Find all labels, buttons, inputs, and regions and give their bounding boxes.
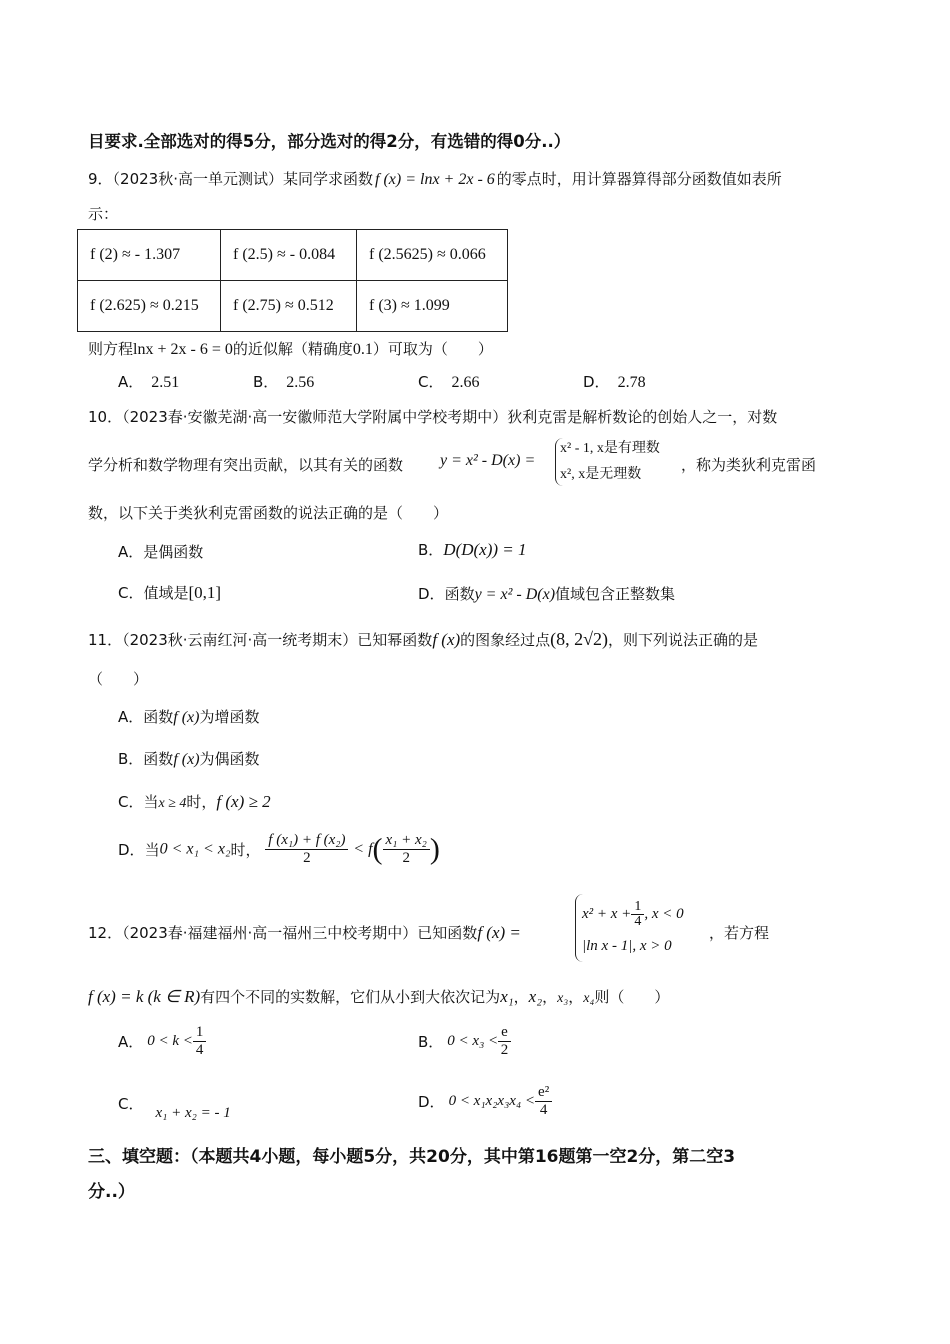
option-label: D． <box>583 373 610 391</box>
q9-line1 <box>88 168 782 189</box>
q10-line2a: 学分析和数学物理有突出贡献，以其有关的函数 <box>88 456 404 474</box>
fraction-denominator: 2 <box>402 850 410 866</box>
q9-stem-a: 则方程 <box>88 340 134 358</box>
fraction-numerator: f (x₁) + f (x₂) <box>265 832 348 850</box>
q9-value-table <box>77 229 508 332</box>
table-cell: f (2.5) ≈ - 0.084 <box>221 230 357 281</box>
option-math: [0,1] <box>188 583 222 602</box>
option-label: D． <box>418 585 445 603</box>
q12-option-b[interactable] <box>418 1024 511 1059</box>
q9-option-b[interactable] <box>253 371 314 392</box>
option-math: f (x) ≥ 2 <box>216 792 271 811</box>
q11-d-fraction <box>265 832 348 867</box>
separator: ， <box>513 988 529 1006</box>
option-value: 2.51 <box>151 374 180 391</box>
fraction-numerator: e² <box>535 1084 552 1102</box>
q11-option-d[interactable] <box>118 832 440 867</box>
q12-function: f (x) = <box>477 923 521 942</box>
option-math: x₁ + x₂ = - 1 <box>155 1105 231 1121</box>
q9-function: f (x) = lnx + 2x - 6 <box>375 171 495 188</box>
option-text: 值域是 <box>143 584 189 602</box>
q9-option-d[interactable] <box>583 371 646 392</box>
option-label: A． <box>118 373 144 391</box>
case-text: x² + x + <box>582 906 632 922</box>
option-math: 0 < x₃ < <box>447 1033 499 1049</box>
option-math: f (x) <box>173 751 200 768</box>
q12-x3: x₃ <box>557 991 569 1006</box>
fraction-denominator: 4 <box>539 1102 548 1118</box>
option-math: 0 < x₁ < x₂ <box>159 840 231 858</box>
q9-option-c[interactable] <box>418 371 479 392</box>
option-value: 2.56 <box>286 374 315 391</box>
q12-line2-end: 则（ ） <box>594 988 670 1006</box>
table-cell: f (2.5625) ≈ 0.066 <box>357 230 508 281</box>
q9-source: （2023秋·高一单元测试）某同学求函数 <box>112 170 373 188</box>
q12-line2-text: 有四个不同的实数解，它们从小到大依次记为 <box>200 988 501 1006</box>
q10-case-2: x², x是无理数 <box>560 467 642 482</box>
q12-equation: f (x) = k (k ∈ R) <box>88 987 201 1006</box>
separator: ， <box>542 988 558 1006</box>
section3-heading: 三、填空题：（本题共4小题，每小题5分，共20分，其中第16题第一空2分，第二空3 <box>88 1147 736 1167</box>
q12-case-2: |ln x - 1|, x > 0 <box>582 938 672 954</box>
q12-b-fraction <box>498 1024 511 1059</box>
table-row <box>78 230 508 281</box>
option-value: 2.66 <box>451 374 480 391</box>
q10-option-b[interactable] <box>418 539 527 560</box>
option-label: B． <box>418 541 444 559</box>
fraction-denominator: 4 <box>634 914 642 929</box>
fraction-numerator: 1 <box>631 900 644 915</box>
option-math: 0 < x₁x₂x₃x₄ < <box>448 1093 536 1109</box>
q12-line1 <box>88 922 521 943</box>
q9-stem <box>88 338 493 359</box>
option-text: 值域包含正整数集 <box>555 585 676 603</box>
q9-stem-c: ）可取为（ ） <box>372 340 493 358</box>
q10-line3: 数，以下关于类狄利克雷函数的说法正确的是（ ） <box>88 504 449 522</box>
q10-line2b: ，称为类狄利克雷函 <box>681 456 817 474</box>
option-text: 函数 <box>444 585 475 603</box>
q12-line2 <box>88 986 669 1007</box>
q11-paren: （ ） <box>88 670 149 688</box>
q12-d-fraction <box>535 1084 552 1119</box>
q11-mid: 的图象经过点 <box>460 631 551 649</box>
table-cell: f (3) ≈ 1.099 <box>357 281 508 332</box>
option-text: 函数 <box>143 708 174 726</box>
fraction-denominator: 2 <box>500 1042 509 1058</box>
q10-line1 <box>88 406 777 427</box>
q9-line2: 示： <box>88 205 119 223</box>
case-text: , x < 0 <box>644 906 684 922</box>
option-text: 为增函数 <box>199 708 260 726</box>
q12-option-d[interactable] <box>418 1084 552 1119</box>
table-cell: f (2.75) ≈ 0.512 <box>221 281 357 332</box>
table-row <box>78 281 508 332</box>
option-text: 时， <box>186 793 217 811</box>
option-label: A． <box>118 708 144 726</box>
q12-number: 12． <box>88 924 123 942</box>
fraction-denominator: 4 <box>195 1042 204 1058</box>
q11-point: (8, 2√2) <box>550 629 609 649</box>
q12-source: （2023春·福建福州·高一福州三中校考期中）已知函数 <box>122 924 478 942</box>
option-math: < f <box>353 840 373 858</box>
fraction-numerator: e <box>498 1024 511 1042</box>
option-label: D． <box>118 841 145 859</box>
table-cell: f (2.625) ≈ 0.215 <box>78 281 221 332</box>
q11-option-a[interactable] <box>118 706 260 727</box>
q12-case-fraction <box>631 900 644 929</box>
fraction-numerator: 1 <box>193 1024 207 1042</box>
q10-option-d[interactable] <box>418 583 675 604</box>
option-math: f (x) <box>173 709 200 726</box>
option-label: C． <box>118 1095 144 1113</box>
q9-equation: lnx + 2x - 6 = 0 <box>133 341 233 358</box>
option-value: 2.78 <box>617 374 646 391</box>
q12-option-c[interactable] <box>118 1093 231 1121</box>
option-text: 当 <box>143 793 159 811</box>
q9-number: 9． <box>88 170 113 188</box>
separator: ， <box>568 988 584 1006</box>
q12-tail: ，若方程 <box>709 924 770 942</box>
option-label: C． <box>118 793 144 811</box>
q11-d-inner-fraction <box>383 832 430 867</box>
instruction-note: 目要求.全部选对的得5分，部分选对的得2分，有选错的得0分..） <box>88 132 571 151</box>
q11-tail: ，则下列说法正确的是 <box>608 631 759 649</box>
q10-number: 10． <box>88 408 123 426</box>
option-text: 函数 <box>143 750 174 768</box>
option-label: C． <box>118 584 144 602</box>
q10-case-1: x² - 1, x是有理数 <box>560 441 660 456</box>
fraction-denominator: 2 <box>303 850 311 866</box>
q12-case-1 <box>582 900 684 929</box>
section3-heading-cont: 分..） <box>88 1182 135 1202</box>
q12-a-fraction <box>193 1024 207 1059</box>
q12-x2: x₂ <box>528 987 543 1006</box>
q11-option-b[interactable] <box>118 748 260 769</box>
option-text: 当 <box>144 841 160 859</box>
q9-stem-b: 的近似解（精确度 <box>232 340 353 358</box>
option-label: C． <box>418 373 444 391</box>
left-paren: ( <box>372 832 383 866</box>
q11-option-c[interactable] <box>118 791 271 812</box>
option-label: A． <box>118 1033 144 1051</box>
option-label: A． <box>118 543 144 561</box>
q10-function: y = x² - D(x) = <box>440 452 536 469</box>
option-text: 时， <box>230 841 261 859</box>
fraction-numerator: x₁ + x₂ <box>383 832 430 850</box>
q11-line1 <box>88 629 758 650</box>
q11-function: f (x) <box>432 630 461 649</box>
q11-number: 11． <box>88 631 123 649</box>
option-label: B． <box>118 750 144 768</box>
option-label: B． <box>253 373 279 391</box>
q10-source: （2023春·安徽芜湖·高一安徽师范大学附属中学校考期中）狄利克雷是解析数论的创始人之一，对数 <box>122 408 778 426</box>
option-label: B． <box>418 1033 444 1051</box>
option-label: D． <box>418 1093 445 1111</box>
option-math: 0 < k < <box>147 1033 193 1049</box>
q9-option-a[interactable] <box>118 371 179 392</box>
right-paren: ) <box>429 832 440 866</box>
option-math: D(D(x)) = 1 <box>443 540 527 559</box>
option-text: 是偶函数 <box>143 543 204 561</box>
q9-tail: 的零点时，用计算器算得部分函数值如表所 <box>496 170 782 188</box>
q12-option-a[interactable] <box>118 1024 206 1059</box>
q10-option-c[interactable] <box>118 582 221 603</box>
q12-x4: x₄ <box>583 991 595 1006</box>
option-text: 为偶函数 <box>199 750 260 768</box>
option-math: y = x² - D(x) <box>474 586 556 603</box>
q12-x1: x₁ <box>500 987 514 1006</box>
option-math: x ≥ 4 <box>158 796 187 811</box>
table-cell: f (2) ≈ - 1.307 <box>78 230 221 281</box>
q9-precision: 0.1 <box>352 341 373 358</box>
q11-source: （2023秋·云南红河·高一统考期末）已知幂函数 <box>122 631 433 649</box>
q10-option-a[interactable] <box>118 541 203 562</box>
